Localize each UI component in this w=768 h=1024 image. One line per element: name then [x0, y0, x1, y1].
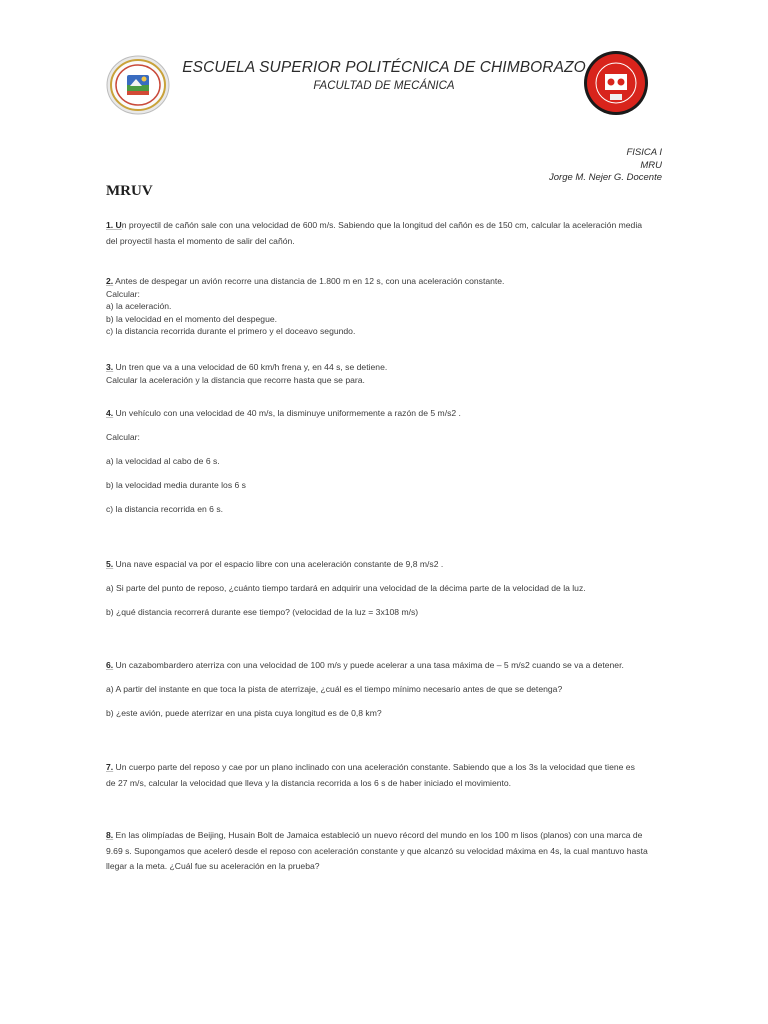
problem-text: Una nave espacial va por el espacio libre con una aceleración constante de 9,8 m/s2 .	[113, 559, 444, 569]
problem-text: Calcular la aceleración y la distancia que recorre hasta que se para.	[106, 374, 365, 385]
problem-number: 1. U	[106, 220, 122, 230]
problem-text: a) Si parte del punto de reposo, ¿cuánto tiempo tardará en adquirir una velocidad de la décima parte de la velocidad de la luz.	[106, 583, 586, 593]
problem-text: Calcular:	[106, 288, 140, 299]
problem-text: b) ¿este avión, puede aterrizar en una pista cuya longitud es de 0,8 km?	[106, 708, 382, 718]
problem-2	[106, 275, 662, 338]
problem-number: 2.	[106, 276, 114, 286]
problem-text: En las olimpíadas de Beijing, Husain Bolt de Jamaica estableció un nuevo récord del mundo en los 100 m lisos (planos) con una marca de	[113, 830, 643, 840]
course-meta	[549, 147, 662, 185]
problem-number: 4.	[106, 408, 114, 418]
problem-text: a) la aceleración.	[106, 301, 172, 311]
problem-number: 5.	[106, 559, 114, 569]
problem-3	[106, 361, 662, 386]
problem-4	[106, 406, 662, 517]
problem-text: c) la distancia recorrida durante el primero y el doceavo segundo.	[106, 326, 356, 336]
problem-5	[106, 557, 662, 620]
problem-text: Un cuerpo parte del reposo y cae por un plano inclinado con una aceleración constante. Sabiendo que a los 3s la velocidad que tiene es	[113, 762, 635, 772]
problem-text: del proyectil hasta el momento de salir del cañón.	[106, 235, 295, 246]
problem-text: b) ¿qué distancia recorrerá durante ese tiempo? (velocidad de la luz = 3x108 m/s)	[106, 607, 419, 617]
faculty-name: FACULTAD DE MECÁNICA	[313, 80, 455, 92]
problem-number: 3.	[106, 362, 114, 372]
problem-text: 9.69 s. Supongamos que aceleró desde el reposo con aceleración constante y que alcanzó su velocidad máxima en 4s, la cual mantuvo hasta	[106, 845, 648, 856]
problem-text: Un cazabombardero aterriza con una velocidad de 100 m/s y puede acelerar a una tasa máxima de – 5 m/s2 cuando se va a detener.	[113, 660, 624, 670]
course-name: FISICA I	[626, 147, 662, 158]
problem-text: n proyectil de cañón sale con una velocidad de 600 m/s. Sabiendo que la longitud del cañón es de 150 cm, calcular la aceleración media	[121, 220, 643, 230]
problem-7	[106, 760, 662, 791]
problem-text: Un tren que va a una velocidad de 60 km/h frena y, en 44 s, se detiene.	[113, 362, 388, 372]
problem-text: b) la velocidad media durante los 6 s	[106, 480, 246, 490]
topic-name: MRU	[640, 159, 662, 171]
teacher-name: Jorge M. Nejer G. Docente	[549, 172, 662, 183]
problem-text: a) A partir del instante en que toca la pista de aterrizaje, ¿cuál es el tiempo mínimo necesario antes de que se detenga?	[106, 684, 563, 694]
problem-number: 8.	[106, 830, 114, 840]
problem-text: de 27 m/s, calcular la velocidad que lleva y la distancia recorrida a los 6 s de haber iniciado el movimiento.	[106, 777, 512, 788]
problem-text: c) la distancia recorrida en 6 s.	[106, 504, 224, 514]
problem-6	[106, 658, 662, 721]
problem-text: a) la velocidad al cabo de 6 s.	[106, 456, 220, 466]
school-name: ESCUELA SUPERIOR POLITÉCNICA DE CHIMBORAZO	[182, 59, 586, 76]
problem-number: 7.	[106, 762, 114, 772]
problem-text: Un vehículo con una velocidad de 40 m/s, la disminuye uniformemente a razón de 5 m/s2 .	[113, 408, 461, 418]
problem-number: 6.	[106, 660, 114, 670]
problem-text: Calcular:	[106, 432, 140, 442]
problem-text: b) la velocidad en el momento del despegue.	[106, 313, 278, 324]
document-title: MRUV	[106, 183, 153, 199]
problem-8	[106, 828, 662, 875]
problem-1	[106, 218, 662, 249]
problem-text: llegar a la meta. ¿Cuál fue su aceleración en la prueba?	[106, 861, 320, 871]
problem-text: Antes de despegar un avión recorre una distancia de 1.800 m en 12 s, con una aceleración constante.	[113, 276, 505, 286]
